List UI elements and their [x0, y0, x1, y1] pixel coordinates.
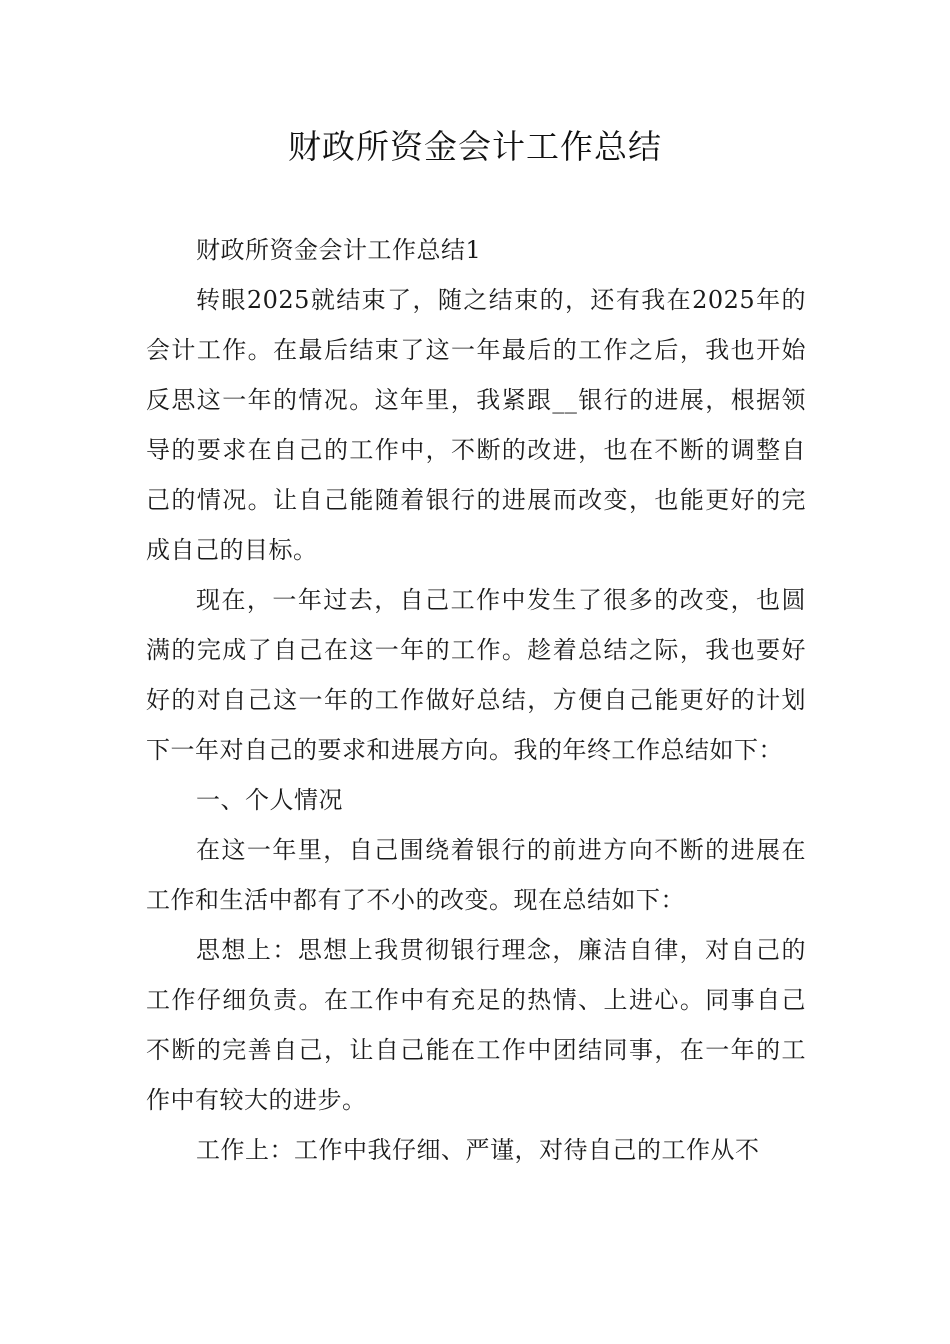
paragraph: 现在，一年过去，自己工作中发生了很多的改变，也圆满的完成了自己在这一年的工作。趁着总结之际，我也要好好的对自己这一年的工作做好总结，方便自己能更好的计划下一年对自己的要求和进展方向。我的年终工作总结如下：: [146, 586, 806, 764]
paragraph: 工作上：工作中我仔细、严谨，对待自己的工作从不: [196, 1136, 760, 1164]
section-heading: 财政所资金会计工作总结1: [196, 236, 482, 264]
paragraph: 转眼2025就结束了，随之结束的，还有我在2025年的会计工作。在最后结束了这一年最后的工作之后，我也开始反思这一年的情况。这年里，我紧跟__银行的进展，根据领导的要求在自己的工作中，不断的改进，也在不断的调整自己的情况。让自己能随着银行的进展而改变，也能更好的完成自己的目标。: [146, 286, 806, 564]
document-body: [146, 225, 806, 1175]
document-title: 财政所资金会计工作总结: [288, 127, 662, 166]
paragraph: 思想上：思想上我贯彻银行理念，廉洁自律，对自己的工作仔细负责。在工作中有充足的热情、上进心。同事自己不断的完善自己，让自己能在工作中团结同事，在一年的工作中有较大的进步。: [146, 936, 806, 1114]
paragraph: 在这一年里，自己围绕着银行的前进方向不断的进展在工作和生活中都有了不小的改变。现在总结如下：: [146, 836, 806, 914]
section-heading: 一、个人情况: [196, 786, 343, 814]
